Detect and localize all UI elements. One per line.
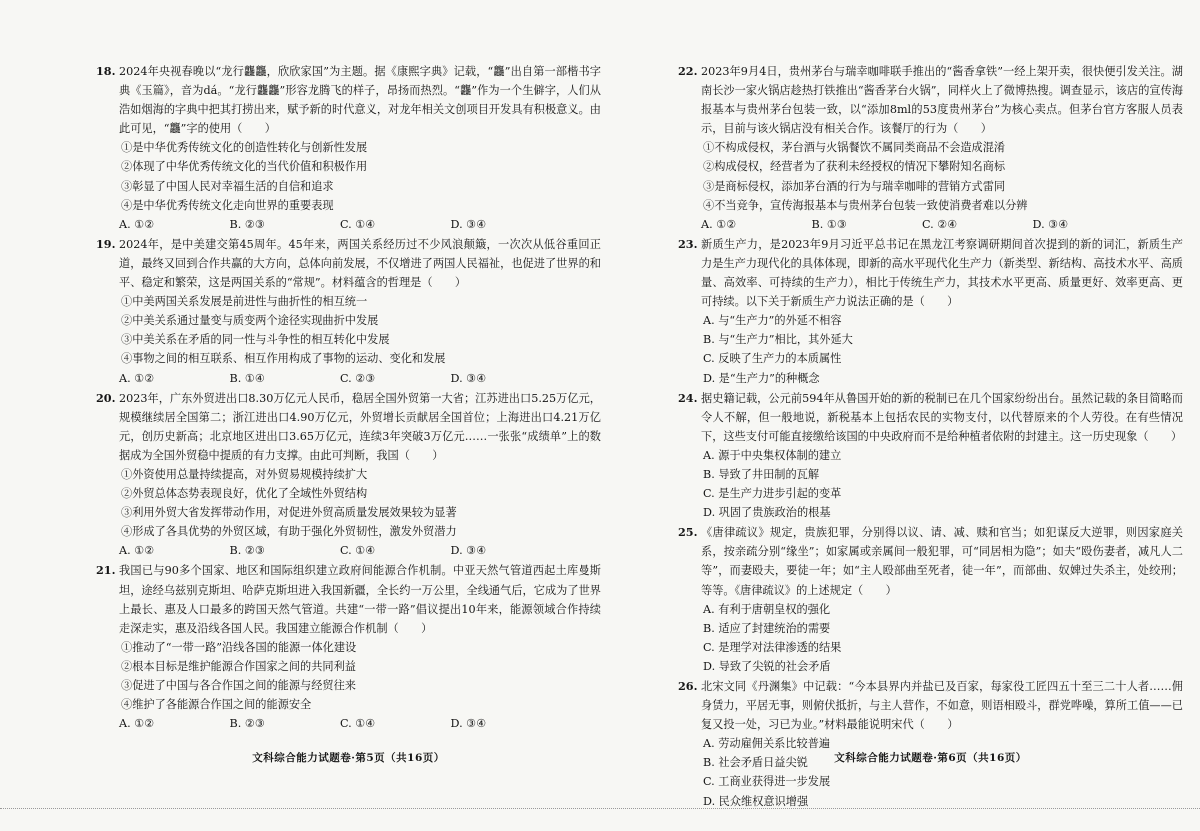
- choice-a: A. 源于中央集权体制的建立: [703, 448, 842, 462]
- choice-d: D. ③④: [450, 717, 487, 731]
- question-number: 26.: [678, 679, 698, 693]
- question-number: 21.: [96, 563, 116, 578]
- question-stem: 我国已与90多个国家、地区和国际组织建立政府间能源合作机制。中亚天然气管道西起土库曼斯坦，途经乌兹别克斯坦、哈萨克斯坦进入我国新疆，全长约一万公里，全线通气后，它成为了世界上最长、惠及人口最多的跨国天然气管道。共建“一带一路”倡议提出10年来，能源领域合作持续走深走实，惠及沿线各国人民。我国建立能源合作机制（ ）: [119, 564, 601, 635]
- question-stem: 2024年央视春晚以“龙行龘龘，欣欣家国”为主题。据《康熙字典》记载，“龘”出自第一部楷书字典《玉篇》，音为dá。“龙行龘龘”形容龙腾飞的样子，昂扬而热烈。“龘”作为一个生僻字，人们从浩如烟海的字典中把其打捞出来，赋予新的时代意义，对龙年相关文创项目开发具有积极意义。由此可见，“龘”字的使用（ ）: [119, 65, 601, 136]
- choice-b: B. 社会矛盾日益尖锐: [703, 756, 808, 770]
- option: ②中美关系通过量变与质变两个途径实现曲折中发展: [121, 314, 379, 328]
- option: ③是商标侵权，添加茅台酒的行为与瑞幸咖啡的营销方式雷同: [703, 179, 1006, 193]
- choice-d: D. ③④: [450, 217, 487, 231]
- option: ①中美两国关系发展是前进性与曲折性的相互统一: [121, 295, 368, 309]
- choice-c: C. ①④: [340, 217, 376, 231]
- choice-a: A. 有利于唐朝皇权的强化: [703, 602, 831, 616]
- question-18: [96, 62, 601, 234]
- question-26: [678, 677, 1183, 811]
- answer-choices: [119, 541, 601, 560]
- option: ③利用外贸大省发挥带动作用，对促进外贸高质量发展效果较为显著: [121, 506, 457, 520]
- option: ①推动了“一带一路”沿线各国的能源一体化建设: [121, 640, 357, 654]
- option: ④事物之间的相互联系、相互作用构成了事物的运动、变化和发展: [121, 352, 446, 366]
- answer-choices: [119, 369, 601, 388]
- choice-b: B. ②③: [229, 217, 265, 231]
- question-25: [678, 523, 1183, 676]
- question-stem: 2024年，是中美建交第45周年。45年来，两国关系经历过不少风浪颠簸，一次次从低谷重回正道，最终又回到合作共赢的大方向，总体向前发展，不仅增进了两国人民福祉，也促进了世界的和平、稳定和繁荣，这是两国关系的“常规”。材料蕴含的哲理是（ ）: [119, 237, 601, 290]
- choice-b: B. ②③: [229, 717, 265, 731]
- question-number: 22.: [678, 64, 698, 78]
- option: ①外资使用总量持续提高，对外贸易规模持续扩大: [121, 467, 368, 481]
- choice-a: A. ①②: [119, 371, 155, 385]
- question-stem: 《唐律疏议》规定，贵族犯罪，分别得以议、请、减、赎和官当；如犯谋反大逆罪，则因家庭关系，按亲疏分别“缘坐”；如家属或亲属间一般犯罪，可“同居相为隐”；如夫“殴伤妻者，减凡人二等”，而妻殴夫，要徒一年；如“主人殴部曲至死者，徒一年”，而部曲、奴婢过失杀主，处绞刑；等等。《唐律疏议》的上述规定（ ）: [701, 526, 1183, 597]
- question-number: 18.: [96, 64, 116, 78]
- choice-c: C. 是理学对法律渗透的结果: [703, 640, 842, 654]
- choice-b: B. ①③: [811, 217, 847, 231]
- question-21: [96, 561, 601, 733]
- choice-a: A. ①②: [119, 217, 155, 231]
- option: ④是中华优秀传统文化走向世界的重要表现: [121, 198, 334, 212]
- choice-c: C. ②④: [922, 217, 958, 231]
- question-number: 23.: [678, 236, 698, 251]
- choice-c: C. ①④: [340, 717, 376, 731]
- choice-c: C. 反映了生产力的本质属性: [703, 352, 842, 366]
- option: ②构成侵权，经营者为了获利未经授权的情况下攀附知名商标: [703, 160, 1006, 174]
- choice-b: B. ①④: [229, 371, 265, 385]
- question-number: 19.: [96, 236, 116, 251]
- choice-b: B. 与“生产力”相比，其外延大: [703, 333, 853, 347]
- question-23: [678, 235, 1183, 388]
- choice-d: D. 导致了尖锐的社会矛盾: [703, 659, 831, 673]
- choice-c: C. 是生产力进步引起的变革: [703, 487, 842, 501]
- question-stem: 新质生产力，是2023年9月习近平总书记在黑龙江考察调研期间首次提到的新的词汇，新质生产力是生产力现代化的具体体现，即新的高水平现代化生产力（新类型、新结构、高技术水平、高质量、高效率、可持续的生产力），相比于传统生产力，其技术水平更高、质量更好、效率更高、更可持续。以下关于新质生产力说法正确的是（ ）: [701, 237, 1183, 309]
- option: ④形成了各具优势的外贸区域，有助于强化外贸韧性，激发外贸潜力: [121, 525, 457, 539]
- choice-a: A. 与“生产力”的外延不相容: [703, 314, 842, 328]
- question-number: 20.: [96, 390, 116, 405]
- choice-d: D. 是“生产力”的种概念: [703, 371, 820, 385]
- option: ①不构成侵权，茅台酒与火锅餐饮不属同类商品不会造成混淆: [703, 141, 1006, 155]
- option: ①是中华优秀传统文化的创造性转化与创新性发展: [121, 141, 368, 155]
- question-stem: 据史籍记载，公元前594年从鲁国开始的新的税制已在几个国家纷纷出台。虽然记载的条目简略而令人不解，但一般地说，新税基本上包括农民的实物支付，以代替原来的个人劳役。在有些情况下，这些支付可能直接缴给该国的中央政府而不是给种植者依附的封建主。这一历史现象（ ）: [701, 391, 1183, 443]
- question-stem: 2023年9月4日，贵州茅台与瑞幸咖啡联手推出的“酱香拿铁”一经上架开卖，很快便引发关注。湖南长沙一家火锅店趁热打铁推出“酱香茅台火锅”，同样火上了微博热搜。调查显示，该店的宣传海报基本与贵州茅台包装一致，以“添加8ml的53度贵州茅台”为核心卖点。但茅台官方客服人员表示，目前与该火锅店没有相关合作。该餐厅的行为（ ）: [701, 65, 1183, 136]
- choice-a: A. ①②: [701, 217, 737, 231]
- answer-choices: [119, 714, 601, 733]
- choice-a: A. ①②: [119, 717, 155, 731]
- choice-d: D. 民众维权意识增强: [703, 794, 809, 808]
- question-stem: 2023年，广东外贸进出口8.30万亿元人民币，稳居全国外贸第一大省；江苏进出口5.25万亿元，规模继续居全国第二；浙江进出口4.90万亿元，外贸增长贡献居全国首位；上海进出口4.21万亿元，创历史新高；北京地区进出口3.65万亿元，连续3年突破3万亿元……一张张“成绩单”上的数据成为全国外贸稳中提质的有力支撑。由此可判断，我国（ ）: [119, 391, 601, 462]
- choice-d: D. ③④: [450, 371, 487, 385]
- question-19: [96, 235, 601, 388]
- page-5-footer: 文科综合能力试题卷·第5页（共16页）: [252, 752, 445, 764]
- choice-a: A. 劳动雇佣关系比较普遍: [703, 737, 831, 751]
- choice-d: D. ③④: [450, 544, 487, 558]
- question-22: [678, 62, 1183, 234]
- question-stem: 北宋文同《丹渊集》中记载：“今本县界内并盐已及百家，每家役工匠四五十至三二十人者……佣身赁力，平居无事，则俯伏抵折，与主人营作，不如意，则语相殴斗，群党哗噪，算所工值——已复又投一处，习已为业。”材料最能说明宋代（ ）: [701, 680, 1183, 732]
- option: ②体现了中华优秀传统文化的当代价值和积极作用: [121, 160, 368, 174]
- choice-d: D. ③④: [1032, 217, 1069, 231]
- option: ②根本目标是维护能源合作国家之间的共同利益: [121, 659, 356, 673]
- answer-choices: [701, 215, 1183, 234]
- choice-c: C. ①④: [340, 544, 376, 558]
- question-20: [96, 389, 601, 561]
- question-24: [678, 389, 1183, 523]
- choice-b: B. 导致了井田制的瓦解: [703, 467, 820, 481]
- option: ③促进了中国与各合作国之间的能源与经贸往来: [121, 679, 356, 692]
- option: ③中美关系在矛盾的同一性与斗争性的相互转化中发展: [121, 333, 390, 347]
- choice-d: D. 巩固了贵族政治的根基: [703, 506, 831, 520]
- choice-c: C. 工商业获得进一步发展: [703, 775, 831, 789]
- question-number: 25.: [678, 525, 698, 540]
- choice-c: C. ②③: [340, 371, 376, 385]
- question-number: 24.: [678, 390, 698, 405]
- answer-choices: [119, 215, 601, 234]
- page-6: [678, 62, 1183, 812]
- page-5: [96, 62, 601, 734]
- choice-b: B. 适应了封建统治的需要: [703, 621, 831, 635]
- option: ③彰显了中国人民对幸福生活的自信和追求: [121, 179, 334, 193]
- binding-margin-line: [0, 808, 1200, 809]
- choice-b: B. ②③: [229, 544, 265, 558]
- choice-a: A. ①②: [119, 544, 155, 558]
- option: ②外贸总体态势表现良好，优化了全域性外贸结构: [121, 487, 368, 501]
- option: ④维护了各能源合作国之间的能源安全: [121, 698, 312, 712]
- page-6-footer: 文科综合能力试题卷·第6页（共16页）: [834, 752, 1027, 764]
- option: ④不当竞争，宣传海报基本与贵州茅台包装一致使消费者难以分辨: [703, 198, 1028, 212]
